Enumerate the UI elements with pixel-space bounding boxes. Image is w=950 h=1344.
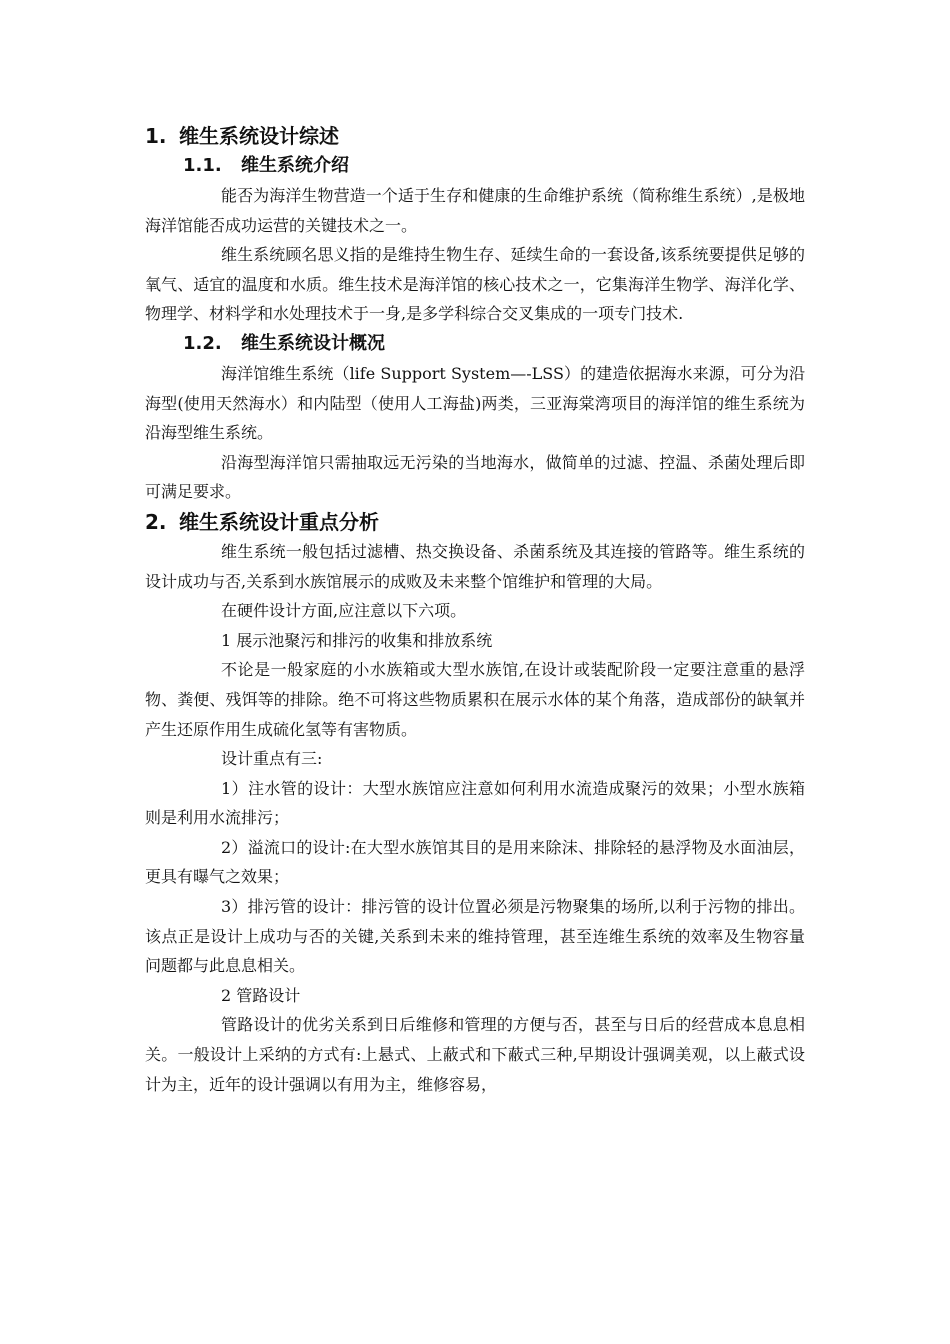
- paragraph: 沿海型海洋馆只需抽取远无污染的当地海水，做简单的过滤、控温、杀菌处理后即可满足要求。: [145, 452, 805, 502]
- subsection-number: 1.1.: [183, 155, 222, 176]
- document-body: [145, 121, 805, 1099]
- list-item: 1）注水管的设计：大型水族馆应注意如何利用水流造成聚污的效果；小型水族箱则是利用水流排污；: [145, 778, 805, 828]
- paragraph: 设计重点有三:: [221, 749, 323, 769]
- list-heading: 2 管路设计: [221, 985, 301, 1005]
- paragraph: 不论是一般家庭的小水族箱或大型水族馆,在设计或装配阶段一定要注意重的悬浮物、粪便、残饵等的排除。绝不可将这些物质累积在展示水体的某个角落，造成部份的缺氧并产生还原作用生成硫化氢等有害物质。: [145, 660, 805, 739]
- paragraph: 维生系统顾名思义指的是维持生物生存、延续生命的一套设备,该系统要提供足够的氧气、适宜的温度和水质。维生技术是海洋馆的核心技术之一，它集海洋生物学、海洋化学、物理学、材料学和水处理技术于一身,是多学科综合交叉集成的一项专门技术.: [145, 245, 805, 324]
- subsection-heading-1-1: [183, 151, 805, 181]
- section-number: 2.: [145, 509, 167, 534]
- subsection-title: 维生系统设计概况: [241, 332, 385, 354]
- section-heading-1: [145, 121, 805, 151]
- subsection-title: 维生系统介绍: [241, 155, 349, 176]
- list-item: 2）溢流口的设计:在大型水族馆其目的是用来除沫、排除轻的悬浮物及水面油层，更具有曝气之效果；: [145, 837, 805, 887]
- section-heading-2: [145, 507, 805, 537]
- section-number: 1.: [145, 124, 167, 148]
- list-item: 3）排污管的设计：排污管的设计位置必须是污物聚集的场所,以利于污物的排出。该点正是设计上成功与否的关键,关系到未来的维持管理，甚至连维生系统的效率及生物容量问题都与此息息相关。: [145, 897, 805, 976]
- paragraph: 海洋馆维生系统（life Support System—-LSS）的建造依据海水来源，可分为沿海型(使用天然海水）和内陆型（使用人工海盐)两类，三亚海棠湾项目的海洋馆的维生系统为沿海型维生系统。: [145, 363, 805, 443]
- paragraph: 维生系统一般包括过滤槽、热交换设备、杀菌系统及其连接的管路等。维生系统的设计成功与否,关系到水族馆展示的成败及未来整个馆维护和管理的大局。: [145, 541, 805, 591]
- section-title: 维生系统设计重点分析: [179, 509, 379, 534]
- paragraph: 在硬件设计方面,应注意以下六项。: [221, 601, 467, 621]
- section-title: 维生系统设计综述: [179, 124, 339, 148]
- paragraph: 能否为海洋生物营造一个适于生存和健康的生命维护系统（简称维生系统）,是极地海洋馆能否成功运营的关键技术之一。: [145, 186, 805, 235]
- paragraph: 管路设计的优劣关系到日后维修和管理的方便与否，甚至与日后的经营成本息息相关。一般设计上采纳的方式有:上悬式、上蔽式和下蔽式三种,早期设计强调美观，以上蔽式设计为主，近年的设计强调以有用为主，维修容易，: [145, 1015, 805, 1094]
- subsection-heading-1-2: [183, 329, 805, 359]
- list-heading: 1 展示池聚污和排污的收集和排放系统: [221, 630, 493, 650]
- subsection-number: 1.2.: [183, 332, 222, 354]
